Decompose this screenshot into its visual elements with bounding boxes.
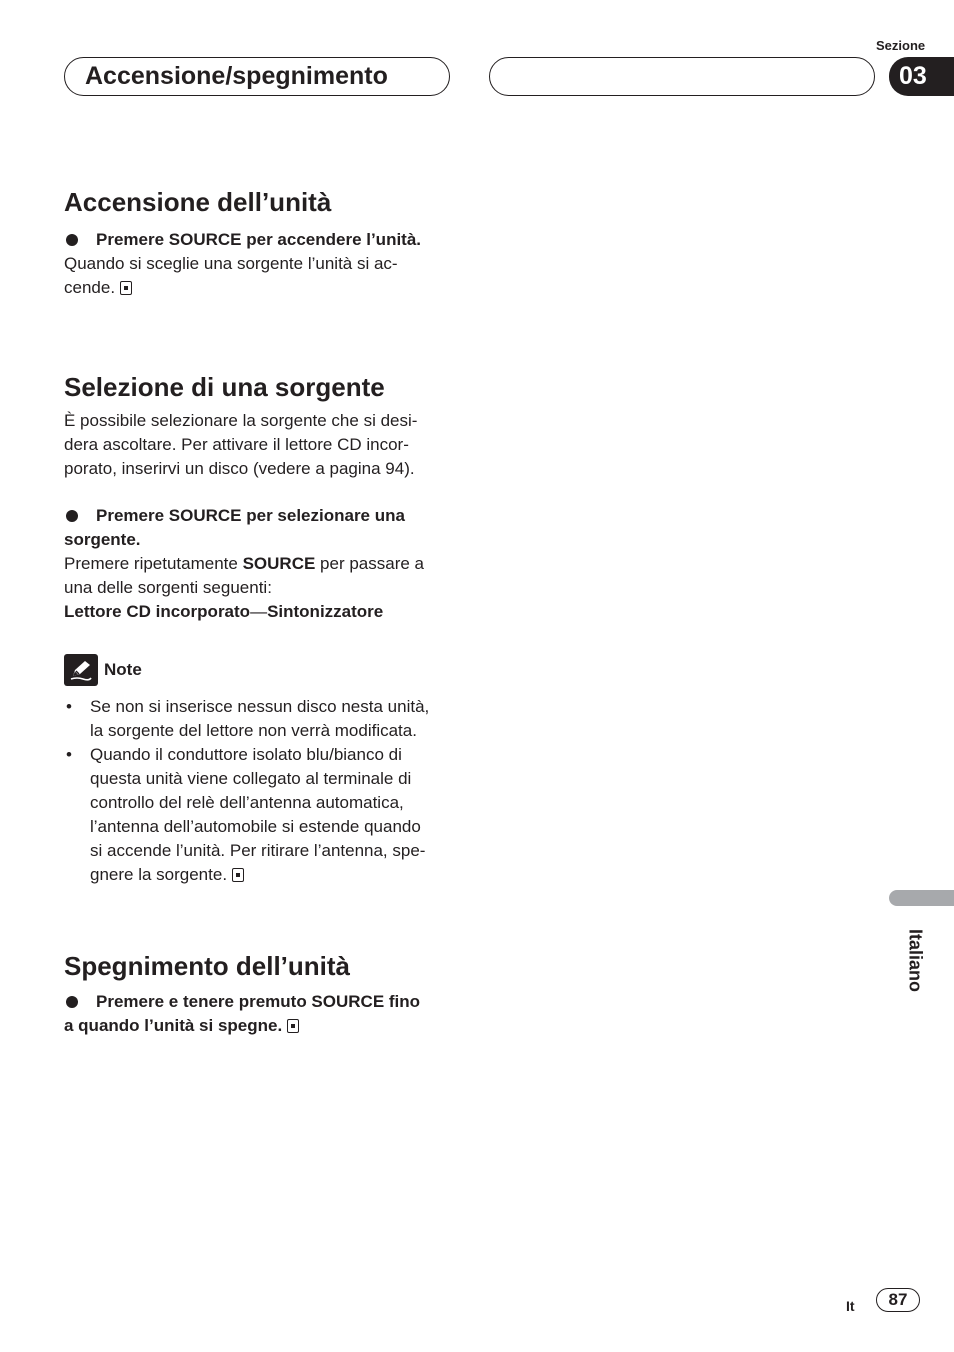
- section-select-source: [64, 372, 456, 887]
- section-power-off: [64, 951, 456, 1038]
- section-title: Selezione di una sorgente: [64, 372, 385, 402]
- language-label: Italiano: [905, 928, 926, 992]
- section-title: Spegnimento dell’unità: [64, 951, 351, 981]
- note-item: • Quando il conduttore isolato blu/bianco di questa unità viene collegato al terminale di controllo del relè dell’antenna automatica, l’antenna dell’automobile si estende quando si accende l’unità. Per ritirare l’antenna, spe- gnere la sorgente.: [66, 745, 426, 884]
- bullet-dot-icon: [66, 510, 78, 522]
- footer-language-code: It: [846, 1298, 855, 1314]
- header-empty-frame: [489, 57, 875, 96]
- section-title: Accensione dell’unità: [64, 187, 332, 217]
- step-instruction: Premere SOURCE per accendere l’unità.: [64, 228, 456, 252]
- pencil-note-icon: [64, 654, 98, 686]
- source-sequence: Lettore CD incorporato—Sintonizzatore: [64, 602, 384, 621]
- body-text: Quando si sceglie una sorgente l’unità si ac- cende.: [64, 254, 398, 297]
- note-heading: Note: [64, 654, 456, 686]
- language-tab: [889, 890, 954, 906]
- note-item: • Se non si inserisce nessun disco nesta unità, la sorgente del lettore non verrà modificata.: [66, 697, 430, 740]
- step-instruction: Premere SOURCE per selezionare una sorgente.: [64, 506, 405, 549]
- section-number-badge: 03: [889, 57, 954, 96]
- step-instruction: Premere e tenere premuto SOURCE fino a quando l’unità si spegne.: [64, 992, 421, 1035]
- notes-list: [64, 695, 456, 887]
- page-number: 87: [876, 1288, 920, 1312]
- section-power-on: [64, 187, 456, 300]
- body-text: Premere ripetutamente SOURCE per passare a una delle sorgenti seguenti: Lettore CD incorporato—Sintonizzatore: [64, 554, 425, 621]
- end-of-section-icon: [232, 868, 244, 882]
- bullet-dot-icon: [66, 996, 78, 1008]
- chapter-title: Accensione/spegnimento: [64, 57, 450, 96]
- end-of-section-icon: [287, 1019, 299, 1033]
- bullet-dot-icon: [66, 234, 78, 246]
- end-of-section-icon: [120, 281, 132, 295]
- intro-text: È possibile selezionare la sorgente che si desi- dera ascoltare. Per attivare il lettore CD incor- porato, inserirvi un disco (vedere a pagina 94).: [64, 411, 418, 478]
- section-label: Sezione: [876, 38, 926, 53]
